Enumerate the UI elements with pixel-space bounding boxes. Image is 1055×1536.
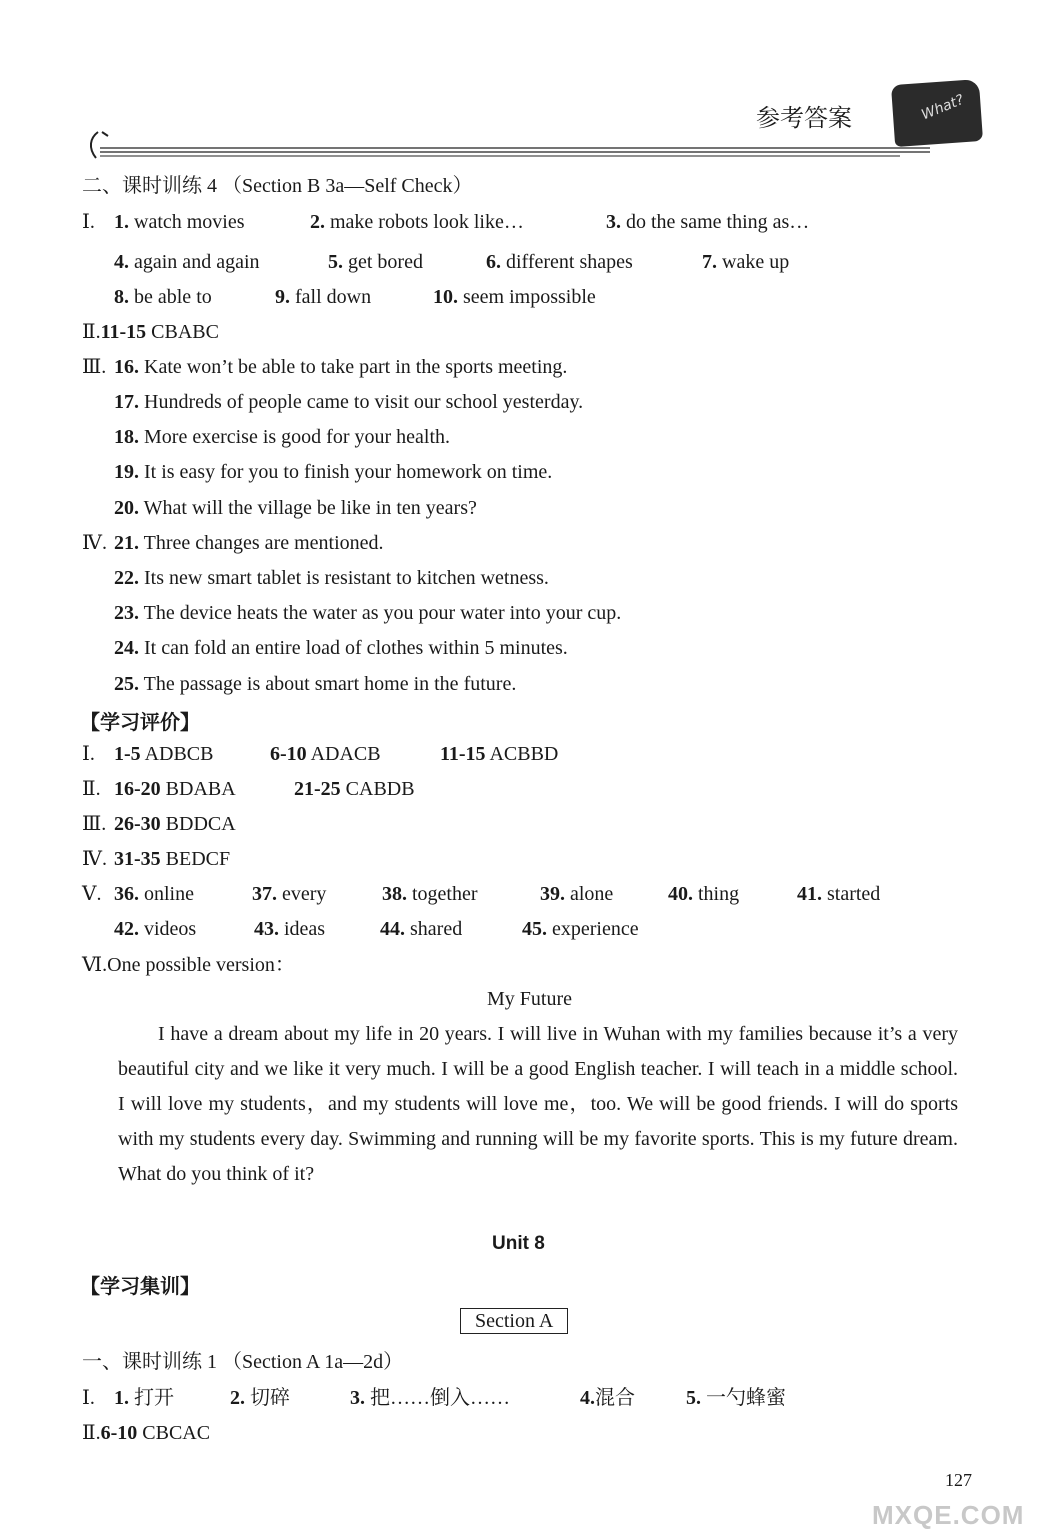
sentence-item: 20. What will the village be like in ten years? [114,497,477,519]
answer-item: 16-20 BDABA [114,778,236,800]
answer-item: 39. alone [540,883,614,905]
answer-item: 9. fall down [275,286,372,308]
answer-item: 2. 切碎 [230,1387,290,1409]
answer-item: 4. again and again [114,251,260,273]
answer-item: 42. videos [114,918,197,940]
essay-body: I have a dream about my life in 20 years. I will live in Wuhan with my families because it’s a very beautiful city and we like it very much. I will be a good English teacher. I will teach in a middle school. I will love my students，and my students will love me，too. We will be good friends. I will do sports with my students every day. Swimming and running will be my favorite sports. This is my future dream. What do you think of it? [118,1023,958,1185]
part-label: Ⅳ. [82,532,107,554]
answer-item: 5. 一勺蜂蜜 [686,1387,786,1409]
training-heading: 【学习集训】 [80,1276,200,1298]
essay-title: My Future [487,988,572,1010]
answer-item: 44. shared [380,918,463,940]
answer-item: 3. do the same thing as… [606,211,810,233]
badge-text: What? [919,91,967,124]
part-label: Ⅰ. [82,211,95,233]
training4-heading: 二、课时训练 4 （Section B 3a—Self Check） [82,175,473,197]
answer-row: Ⅵ.One possible version： [82,954,295,976]
part-label: Ⅰ. [82,1387,95,1409]
answer-item: 11-15 ACBBD [440,743,559,765]
answer-row: Ⅱ.11-15 CBABC [82,321,219,343]
sentence-item: 16. Kate won’t be able to take part in the sports meeting. [114,356,568,378]
answer-item: 6. different shapes [486,251,633,273]
answer-item: 1. watch movies [114,211,245,233]
part-label: Ⅳ. [82,848,107,870]
part-label: Ⅴ. [82,883,102,905]
part-label: Ⅲ. [82,356,107,378]
answer-item: 1-5 ADBCB [114,743,214,765]
evaluation-heading: 【学习评价】 [80,712,200,734]
answer-item: 37. every [252,883,327,905]
sentence-item: 22. Its new smart tablet is resistant to kitchen wetness. [114,567,549,589]
unit-title: Unit 8 [492,1233,545,1254]
question-badge [891,79,983,147]
answer-item: 41. started [797,883,881,905]
answer-item: 1. 打开 [114,1387,174,1409]
answer-item: 6-10 ADACB [270,743,381,765]
header-title: 参考答案 [756,104,852,132]
answer-item: 8. be able to [114,286,212,308]
section-box: Section A [460,1308,568,1334]
part-label: Ⅲ. [82,813,107,835]
part-label: Ⅱ. [82,778,101,800]
part-label: Ⅰ. [82,743,95,765]
answer-item: 5. get bored [328,251,423,273]
sentence-item: 23. The device heats the water as you pour water into your cup. [114,602,622,624]
sentence-item: 19. It is easy for you to finish your homework on time. [114,461,553,483]
answer-item: 7. wake up [702,251,790,273]
sentence-item: 18. More exercise is good for your health. [114,426,451,448]
answer-item: 45. experience [522,918,639,940]
answer-item: 21-25 CABDB [294,778,415,800]
watermark: MXQE.COM [872,1500,1025,1530]
sentence-item: 24. It can fold an entire load of clothes within 5 minutes. [114,637,568,659]
page-number: 127 [945,1470,972,1490]
answer-item: 43. ideas [254,918,326,940]
answer-row: Ⅱ.6-10 CBCAC [82,1422,211,1444]
answer-item: 38. together [382,883,478,905]
answer-item: 40. thing [668,883,740,905]
answer-item: 2. make robots look like… [310,211,524,233]
training1-heading: 一、课时训练 1 （Section A 1a—2d） [82,1351,404,1373]
answer-item: 26-30 BDDCA [114,813,236,835]
sentence-item: 25. The passage is about smart home in the future. [114,673,517,695]
sentence-item: 17. Hundreds of people came to visit our school yesterday. [114,391,584,413]
answer-item: 36. online [114,883,194,905]
answer-item: 4.混合 [580,1387,635,1409]
answer-item: 10. seem impossible [433,286,596,308]
sentence-item: 21. Three changes are mentioned. [114,532,384,554]
answer-item: 31-35 BEDCF [114,848,231,870]
answer-item: 3. 把……倒入…… [350,1387,510,1409]
